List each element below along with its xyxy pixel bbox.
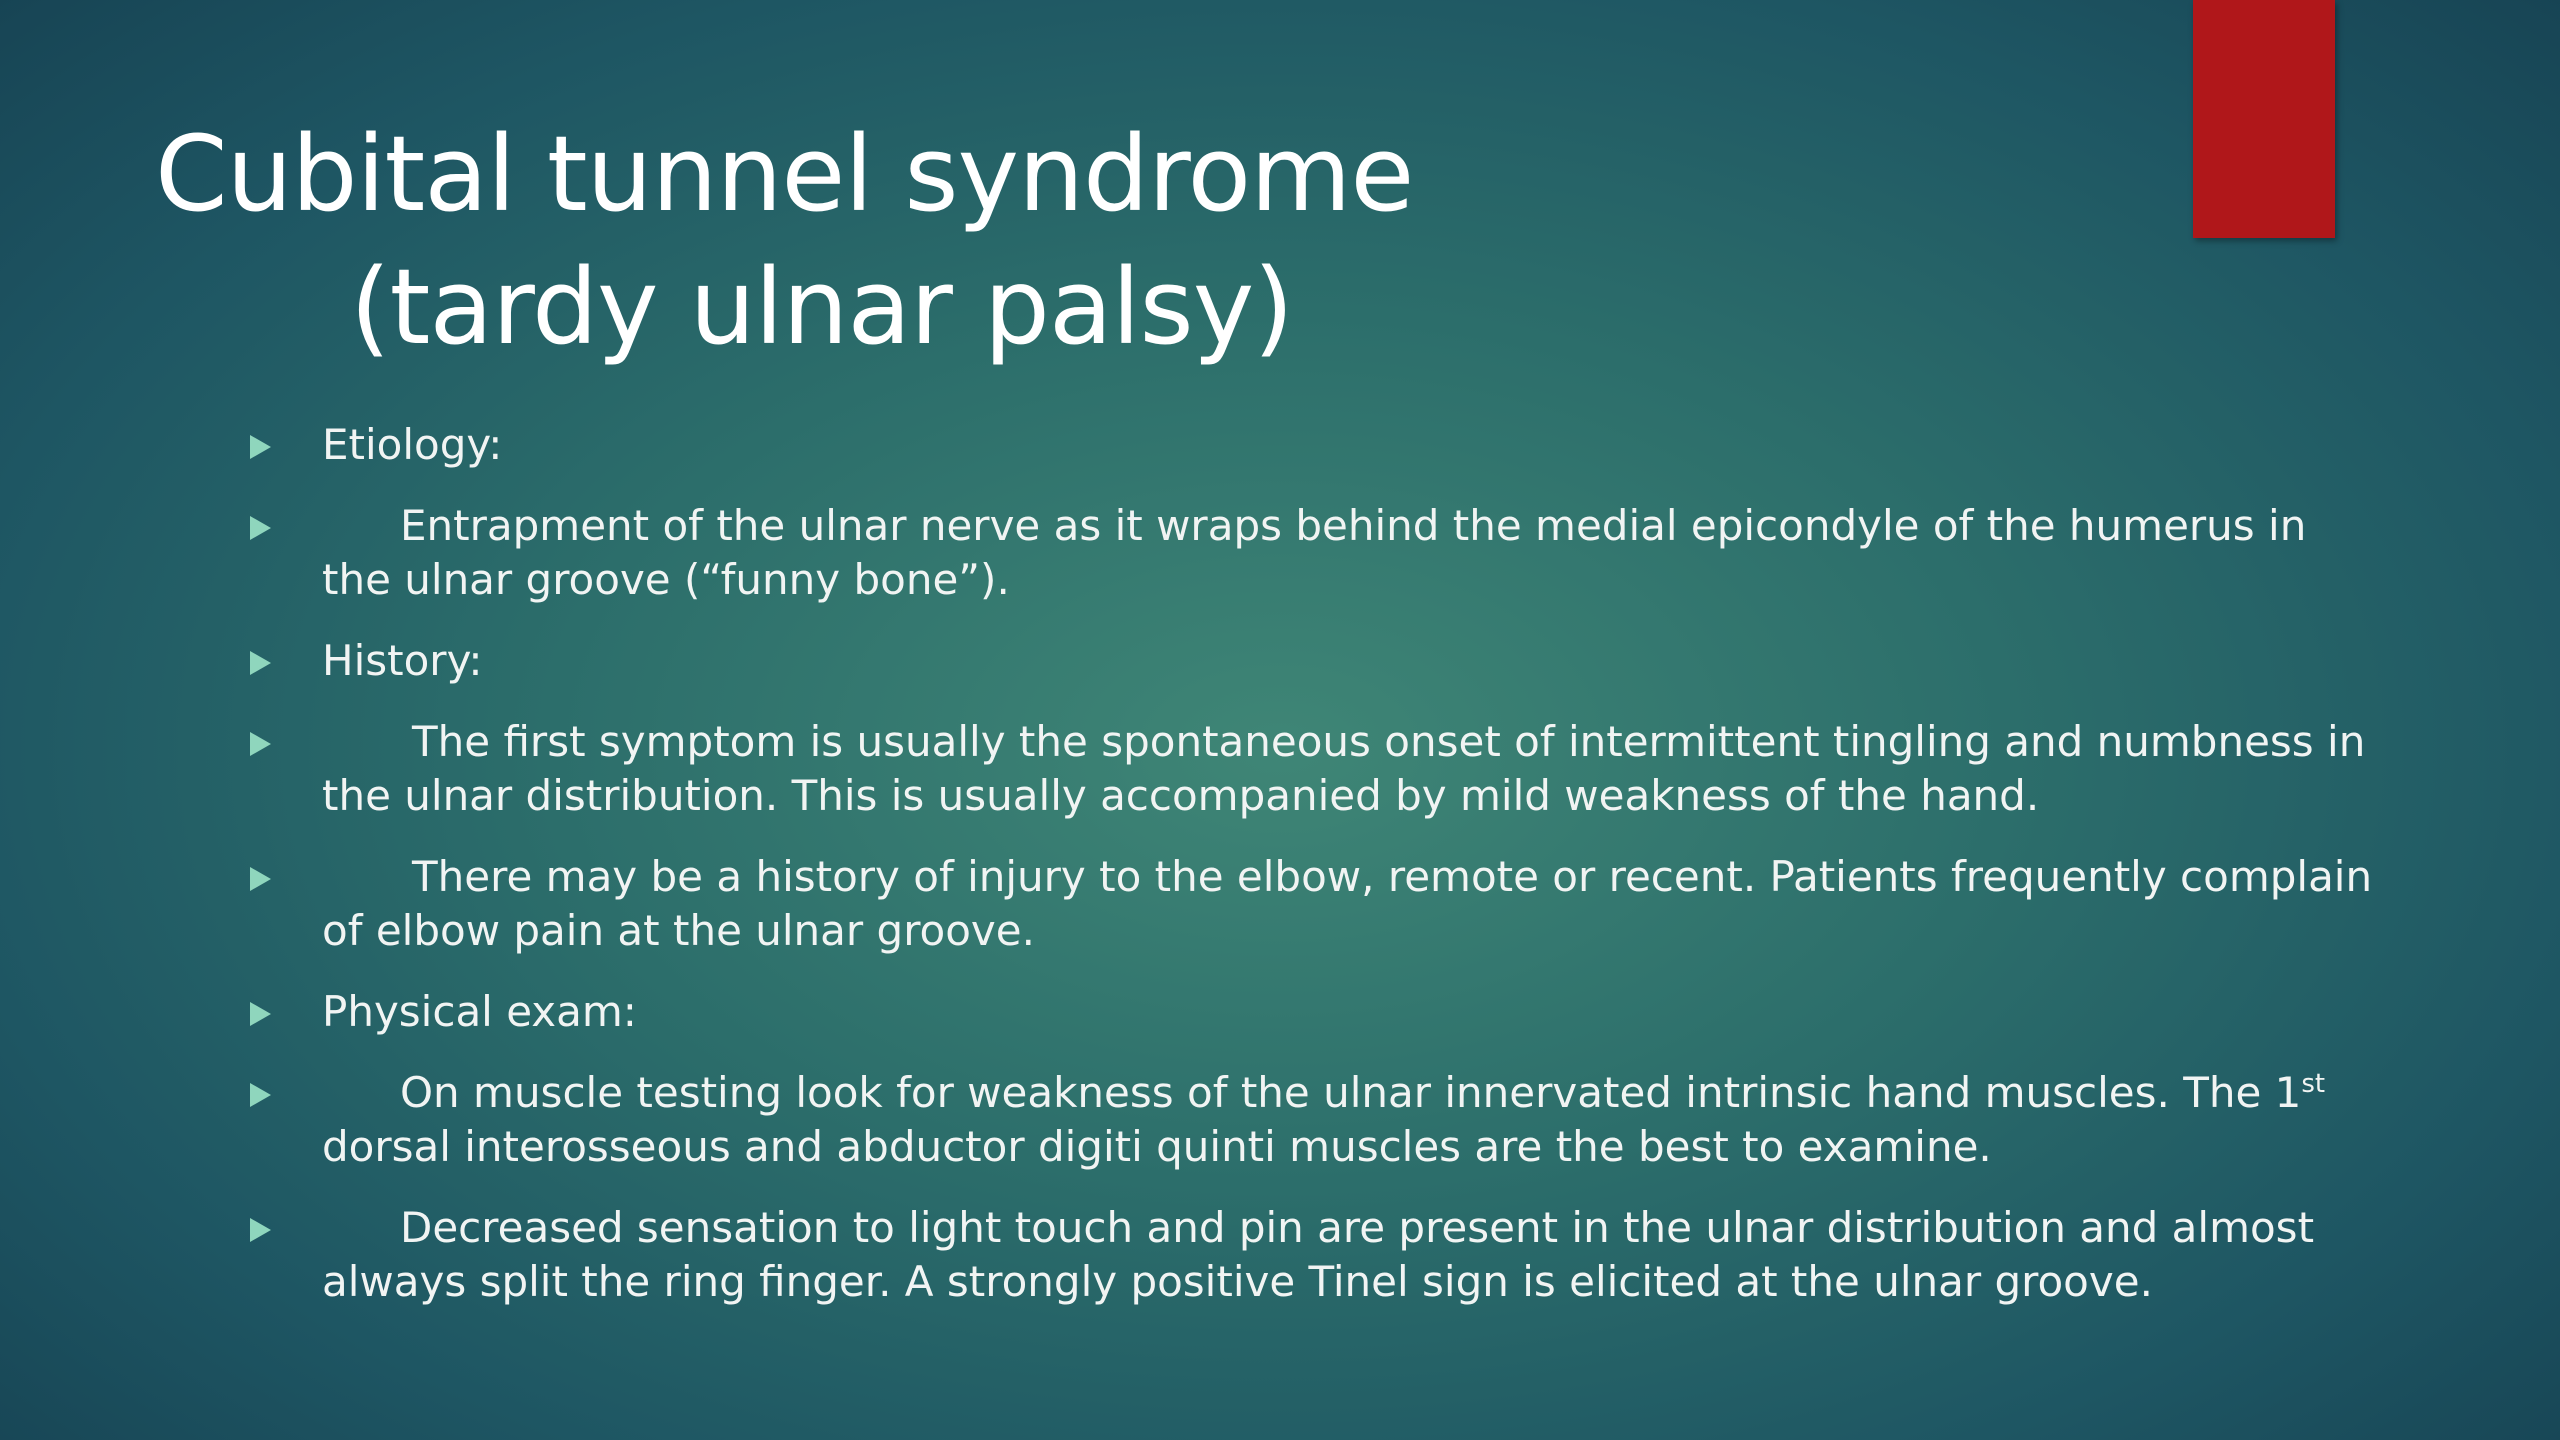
slide-title (155, 108, 2055, 374)
triangle-right-icon (250, 435, 271, 459)
superscript: st (2301, 1069, 2326, 1099)
title-line-2: (tardy ulnar palsy) (350, 246, 1293, 368)
bullet-text: On muscle testing look for weakness of the ulnar innervated intrinsic hand muscles. The 1 (400, 1068, 2302, 1117)
bullet-list (250, 418, 2380, 1336)
triangle-right-icon (250, 1083, 271, 1107)
triangle-right-icon (250, 651, 271, 675)
triangle-right-icon (250, 867, 271, 891)
bullet-text: Physical exam: (322, 987, 637, 1036)
bullet-item-history-symptom (250, 715, 2380, 823)
bullet-item-exam-muscle (250, 1066, 2380, 1174)
bullet-text: Decreased sensation to light touch and pin are present in the ulnar distribution and almost always split the ring finger. A strongly positive Tinel sign is elicited at the ulnar groove. (322, 1203, 2315, 1306)
title-line-1: Cubital tunnel syndrome (155, 113, 1414, 235)
bullet-text: The first symptom is usually the spontaneous onset of intermittent tingling and numbness in the ulnar distribution. This is usually accompanied by mild weakness of the hand. (322, 717, 2366, 820)
bullet-item-history-injury (250, 850, 2380, 958)
triangle-right-icon (250, 1218, 271, 1242)
bullet-item-exam-heading (250, 985, 2380, 1039)
bullet-item-etiology (250, 499, 2380, 607)
bullet-text: History: (322, 636, 483, 685)
triangle-right-icon (250, 732, 271, 756)
bullet-text: Entrapment of the ulnar nerve as it wraps behind the medial epicondyle of the humerus in the ulnar groove (“funny bone”). (322, 501, 2307, 604)
bullet-text: Etiology: (322, 420, 503, 469)
triangle-right-icon (250, 516, 271, 540)
bullet-item-etiology-heading (250, 418, 2380, 472)
accent-bar (2193, 0, 2335, 238)
bullet-item-exam-sensation (250, 1201, 2380, 1309)
bullet-text-continued: dorsal interosseous and abductor digiti quinti muscles are the best to examine. (322, 1122, 1992, 1171)
bullet-text: There may be a history of injury to the elbow, remote or recent. Patients frequently complain of elbow pain at the ulnar groove. (322, 852, 2373, 955)
bullet-item-history-heading (250, 634, 2380, 688)
triangle-right-icon (250, 1002, 271, 1026)
